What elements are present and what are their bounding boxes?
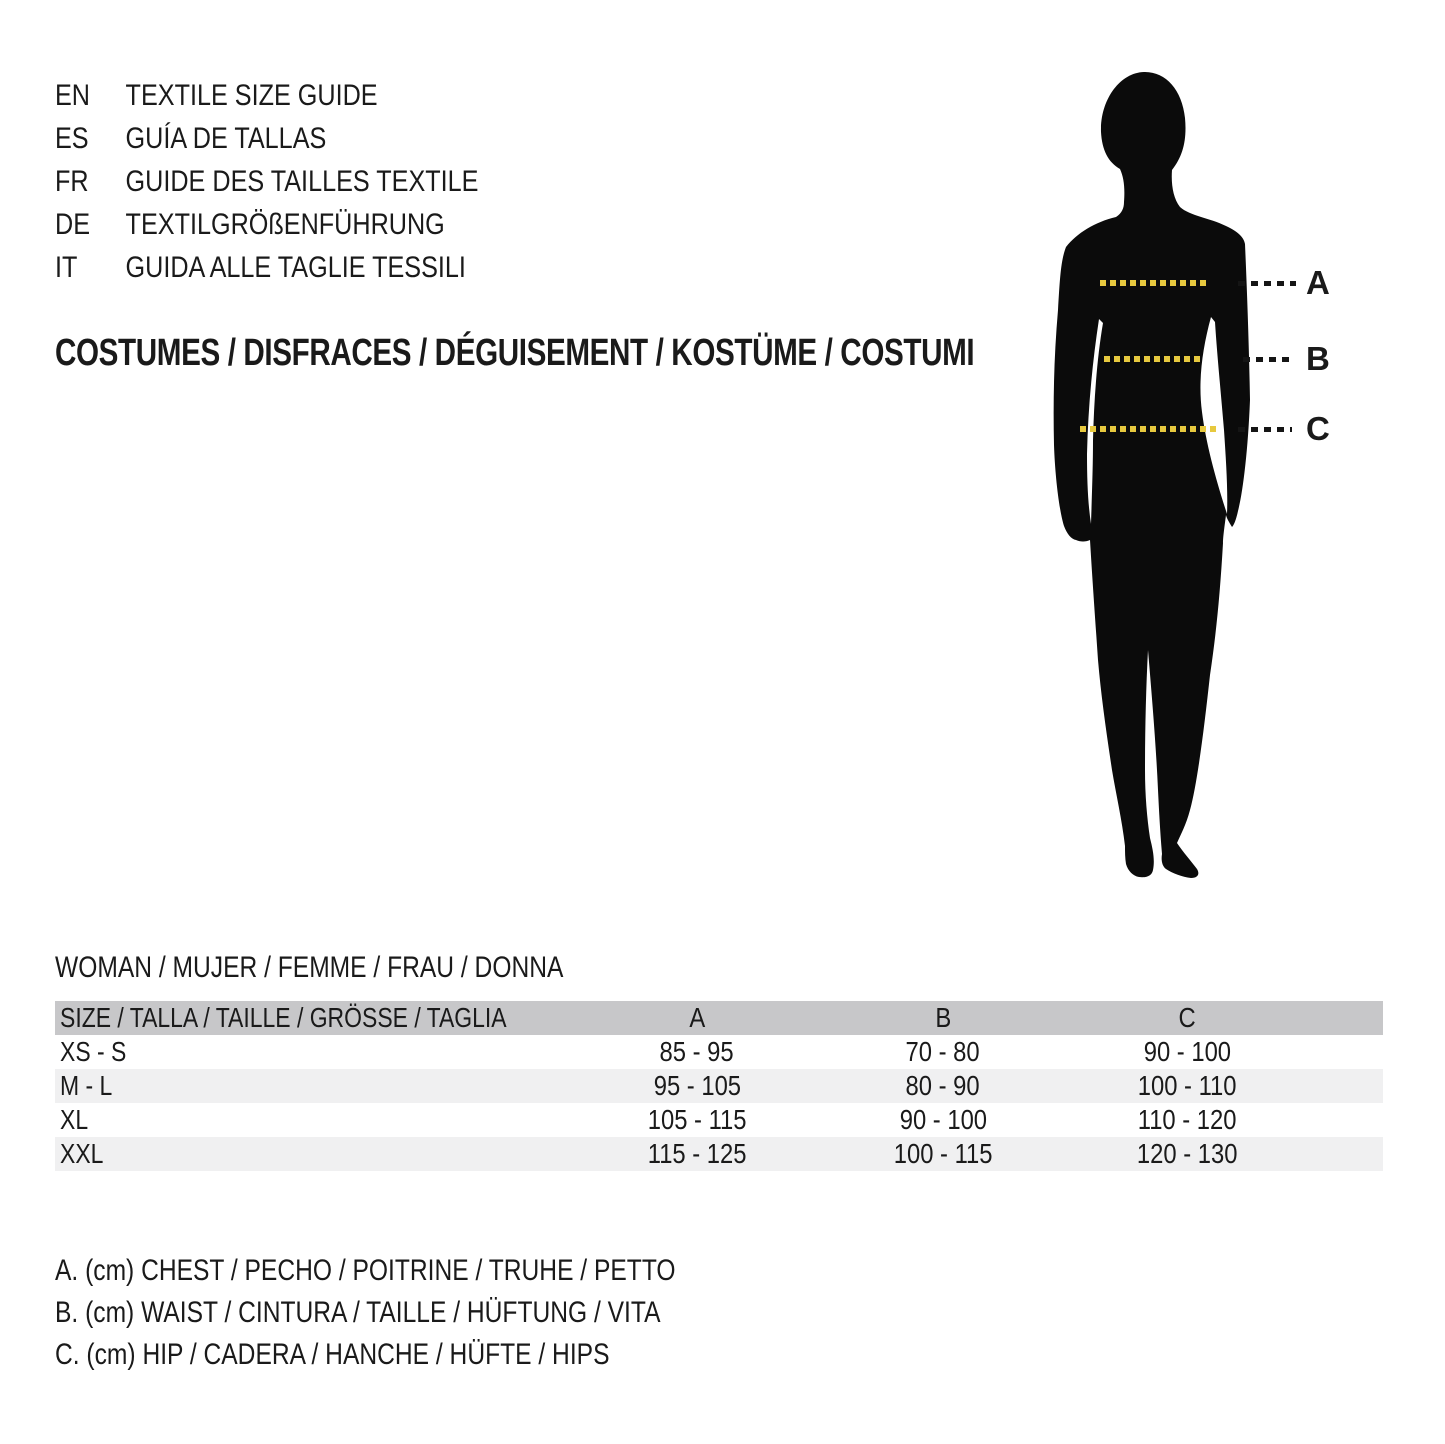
hip-cell: 110 - 120 (1137, 1104, 1237, 1135)
column-header-b-label: B (935, 1002, 951, 1033)
language-code: ES (55, 122, 89, 155)
language-code: DE (55, 208, 91, 241)
size-table (55, 1001, 1383, 1171)
table-row-xs-s (55, 1035, 1383, 1069)
measure-label-c: C (1306, 410, 1330, 447)
size-cell: M - L (60, 1070, 113, 1101)
size-cell: XL (60, 1104, 89, 1135)
table-row-xl (55, 1103, 1383, 1137)
language-row (55, 160, 478, 203)
language-title: GUIDE DES TAILLES TEXTILE (125, 165, 479, 198)
legend-chest: A. (cm) CHEST / PECHO / POITRINE / TRUHE / PETTO (55, 1254, 676, 1287)
waist-line-leader-dashes (1243, 357, 1291, 362)
column-header-c-label: C (1178, 1002, 1196, 1033)
measure-label-a: A (1306, 264, 1330, 301)
language-row (55, 117, 478, 160)
hip-cell: 100 - 110 (1137, 1070, 1237, 1101)
column-header-a-label: A (689, 1002, 705, 1033)
language-title: GUÍA DE TALLAS (125, 122, 327, 155)
section-title-woman: WOMAN / MUJER / FEMME / FRAU / DONNA (55, 951, 564, 984)
chest-cell: 105 - 115 (647, 1104, 747, 1135)
language-row (55, 246, 478, 289)
size-table-header-row (55, 1001, 1383, 1035)
language-row (55, 74, 478, 117)
language-code: IT (55, 251, 78, 284)
chest-line-leader-dashes (1238, 281, 1296, 286)
waist-cell: 80 - 90 (905, 1070, 981, 1101)
measurement-legend (55, 1250, 812, 1376)
hip-cell: 120 - 130 (1136, 1138, 1238, 1169)
chest-line-body-dashes (1100, 280, 1210, 286)
waist-cell: 90 - 100 (899, 1104, 987, 1135)
waist-line-body-dashes (1104, 356, 1202, 362)
column-header-b (820, 1001, 1066, 1035)
language-title: TEXTILGRÖßENFÜHRUNG (125, 208, 445, 241)
language-row (55, 203, 478, 246)
category-title: COSTUMES / DISFRACES / DÉGUISEMENT / KOSTÜME / COSTUMI (55, 332, 975, 374)
language-title: GUIDA ALLE TAGLIE TESSILI (125, 251, 466, 284)
column-header-c (1066, 1001, 1383, 1035)
chest-cell: 115 - 125 (647, 1138, 747, 1169)
measure-label-b: B (1306, 340, 1330, 377)
hip-line-leader-dashes (1238, 427, 1292, 432)
table-row-xxl (55, 1137, 1383, 1171)
size-cell: XS - S (60, 1036, 127, 1067)
hip-line-body-dashes (1080, 426, 1218, 432)
language-title-list (55, 74, 559, 289)
waist-cell: 70 - 80 (905, 1036, 981, 1067)
language-code: FR (55, 165, 89, 198)
chest-cell: 95 - 105 (653, 1070, 741, 1101)
size-column-header (55, 1001, 574, 1035)
size-column-header-label: SIZE / TALLA / TAILLE / GRÖSSE / TAGLIA (60, 1002, 507, 1033)
chest-cell: 85 - 95 (659, 1036, 735, 1067)
legend-waist: B. (cm) WAIST / CINTURA / TAILLE / HÜFTUNG / VITA (55, 1296, 661, 1329)
legend-hip: C. (cm) HIP / CADERA / HANCHE / HÜFTE / HIPS (55, 1338, 610, 1371)
language-code: EN (55, 79, 91, 112)
waist-cell: 100 - 115 (893, 1138, 993, 1169)
table-row-m-l (55, 1069, 1383, 1103)
woman-silhouette-figure (1040, 70, 1260, 882)
language-title: TEXTILE SIZE GUIDE (125, 79, 378, 112)
hip-cell: 90 - 100 (1143, 1036, 1231, 1067)
column-header-a (574, 1001, 820, 1035)
size-cell: XXL (60, 1138, 104, 1169)
